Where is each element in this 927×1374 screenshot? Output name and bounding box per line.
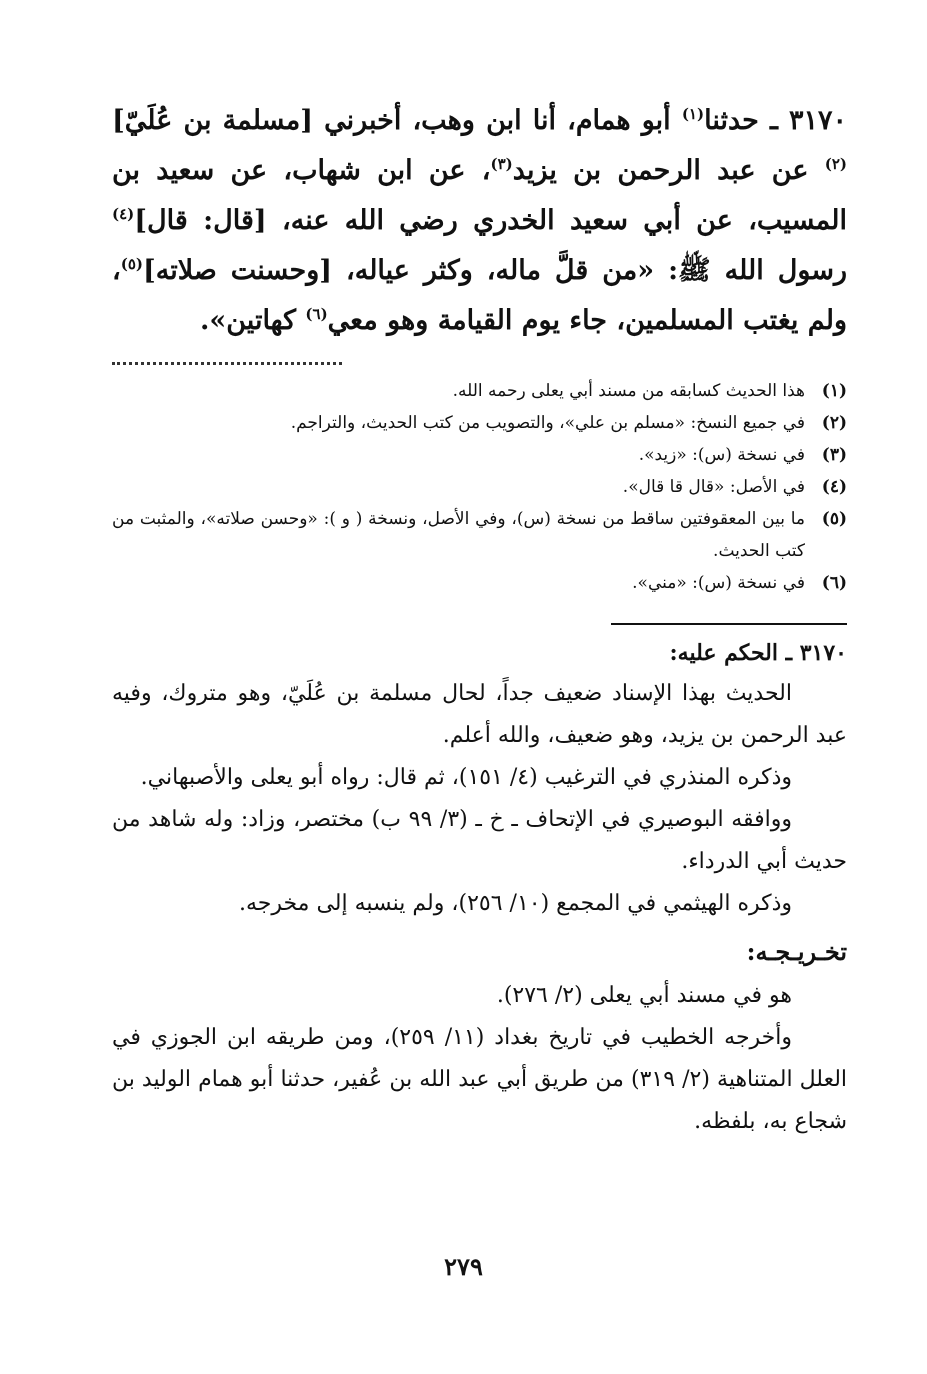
hadith-segment: عن عبد الرحمن بن يزيد <box>512 155 825 186</box>
footnote-marker[interactable]: (١) <box>681 105 705 123</box>
hadith-segment: حدثنا <box>704 105 770 136</box>
footnote-number: (٣) <box>821 445 847 465</box>
page-body <box>112 96 847 1143</box>
footnote-item <box>112 503 847 567</box>
footnote-marker[interactable]: (٥) <box>120 255 143 273</box>
footnote-text: في جميع النسخ: «مسلم بن علي»، والتصويب من كتب الحديث، والتراجم. <box>290 413 805 433</box>
hadith-segment: أبو همام، أنا ابن وهب، أخبرني [مسلمة بن عُلَيّ] <box>112 105 682 136</box>
footnote-marker[interactable]: (٣) <box>490 155 513 173</box>
footnote-marker[interactable]: (٢) <box>824 155 847 173</box>
ruling-paragraph: وذكره المنذري في الترغيب (٤/ ١٥١)، ثم قال: رواه أبو يعلى والأصبهاني. <box>140 765 792 790</box>
footnote-item <box>112 375 847 407</box>
ruling-heading: ٣١٧٠ ـ الحكم عليه: <box>669 640 847 666</box>
footnote-list <box>112 375 847 599</box>
hadith-text <box>112 96 847 346</box>
footnote-text: ما بين المعقوفتين ساقط من نسخة (س)، وفي الأصل، ونسخة ( و ): «وحسن صلاته»، والمثبت من كتب الحديث. <box>112 509 805 561</box>
footnote-text: في نسخة (س): «مني». <box>632 573 805 593</box>
section-divider <box>611 623 847 625</box>
footnote-item <box>112 471 847 503</box>
footnote-number: (٦) <box>821 573 847 593</box>
footnote-marker[interactable]: (٦) <box>305 305 328 323</box>
hadith-segment: ، عن ابن شهاب، عن سعيد بن المسيب، عن أبي سعيد الخدري رضي الله عنه، [قال: قال] <box>112 155 847 236</box>
hadith-segment: رسول الله ﷺ: «من قلَّ ماله، وكثر عياله، [وحسنت صلاته] <box>143 255 847 286</box>
footnote-number: (١) <box>821 381 847 401</box>
footnote-item <box>112 439 847 471</box>
footnote-item <box>112 407 847 439</box>
takhrij-paragraph: وأخرجه الخطيب في تاريخ بغداد (١١/ ٢٥٩)، ومن طريقه ابن الجوزي في العلل المتناهية (٢/ ٣١٩) من طريق أبي عبد الله بن عُفير، حدثنا أبو همام الوليد بن شجاع به، بلفظه. <box>112 1025 848 1134</box>
takhrij-heading: تخـريـجـه: <box>746 937 847 966</box>
footnote-number: (٢) <box>821 413 847 433</box>
ruling-paragraph: الحديث بهذا الإسناد ضعيف جداً، لحال مسلمة بن عُلَيّ، وهو متروك، وفيه عبد الرحمن بن يزيد، وهو ضعيف، والله أعلم. <box>112 681 847 748</box>
hadith-segment: ، ولم يغتب المسلمين، جاء يوم القيامة وهو معي <box>112 255 847 336</box>
takhrij-paragraph: هو في مسند أبي يعلى (٢/ ٢٧٦). <box>496 983 792 1008</box>
footnote-item <box>112 567 847 599</box>
footnote-number: (٥) <box>821 509 847 529</box>
hadith-number: ٣١٧٠ ـ <box>769 105 848 136</box>
ruling-paragraph: ووافقه البوصيري في الإتحاف ـ خ ـ (٣/ ٩٩ ب) مختصر، وزاد: وله شاهد من حديث أبي الدرداء. <box>112 807 847 874</box>
footnote-marker[interactable]: (٤) <box>112 205 135 223</box>
hadith-segment: كهاتين». <box>199 305 306 336</box>
ruling-paragraph: وذكره الهيثمي في المجمع (١٠/ ٢٥٦)، ولم ينسبه إلى مخرجه. <box>238 891 792 916</box>
footnote-text: في الأصل: «قال قا قال». <box>622 477 805 497</box>
footnote-text: هذا الحديث كسابقه من مسند أبي يعلى رحمه الله. <box>452 381 805 401</box>
page-number: ٢٧٩ <box>444 1252 483 1281</box>
footnote-text: في نسخة (س): «زيد». <box>638 445 805 465</box>
footnote-separator <box>112 352 342 365</box>
footnote-number: (٤) <box>821 477 847 497</box>
